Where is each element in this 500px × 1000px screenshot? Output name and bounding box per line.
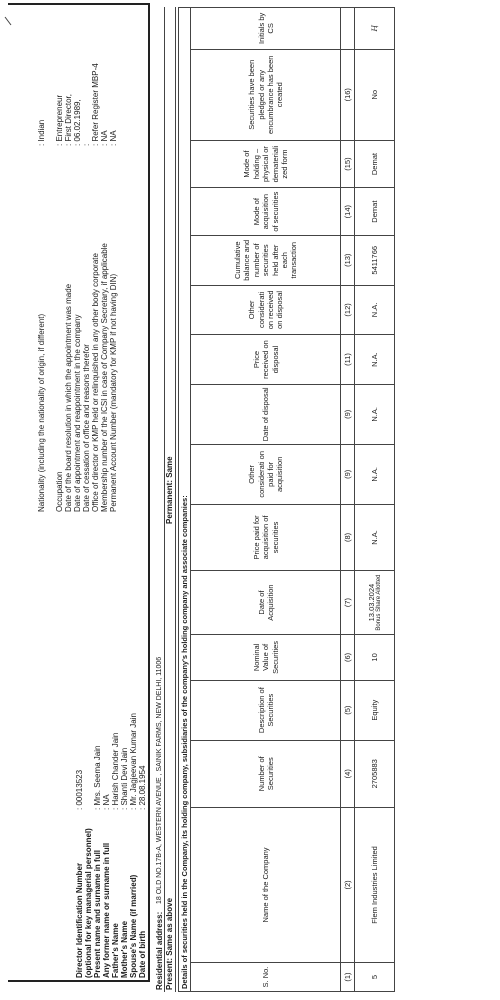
field-label: (optional for key managerial personnel) (84, 828, 93, 978)
field-value: : Mr. Jagjeevan Kumar Jain (129, 713, 138, 810)
cell-nominal: 10 (355, 635, 395, 681)
column-number: (8) (341, 504, 355, 570)
field-label: Present name and surname in full (93, 849, 102, 978)
column-number: (15) (341, 140, 355, 188)
field-value: : Mrs. Seema Jain (93, 745, 102, 810)
field-value: : NA (109, 130, 118, 146)
cell-number: 2705883 (355, 740, 395, 807)
table-row (355, 8, 395, 992)
divider (175, 7, 176, 992)
field-value: : Harish Chander Jain (111, 732, 120, 810)
column-number: (13) (341, 235, 355, 285)
cell-company: Flem Industries Limited (355, 807, 395, 962)
field-value: : (82, 143, 91, 146)
field-label: Membership number of the ICSI in case of Company Secretary, if applicable (100, 243, 109, 512)
field-label: Father's Name (111, 923, 120, 978)
column-number: (5) (341, 680, 355, 740)
field-label: Spouse's Name (if married) (129, 874, 138, 978)
divider (164, 7, 165, 992)
details-heading: Details of securities held in the Company, its holding company, subsidiaries of the company's holding company and associate companies: (179, 8, 191, 992)
column-number: (16) (341, 49, 355, 140)
field-label: Director Identification Number (75, 862, 84, 978)
column-number: (7) (341, 571, 355, 635)
column-header: S. No. (191, 963, 341, 992)
cell-date-disposal: N.A. (355, 384, 395, 444)
cs-initials-signature: Ⱨ (355, 8, 395, 50)
column-number: (6) (341, 635, 355, 681)
column-header: Nominal Value of Securities (191, 635, 341, 681)
column-number: (14) (341, 188, 355, 236)
permanent-address: Permanent: Same (165, 456, 174, 524)
column-header: Date of disposal (191, 384, 341, 444)
column-header: Cumulative balance and number of securities held after each transaction (191, 235, 341, 285)
column-header: Mode of acquisition of securities (191, 188, 341, 236)
field-label: Mother's Name (120, 920, 129, 978)
field-label: Date of birth (138, 930, 147, 978)
cell-other-paid: N.A. (355, 444, 395, 504)
field-value: : NA (102, 794, 111, 810)
table-header-row (191, 8, 341, 992)
field-value: : 00013523 (75, 769, 84, 810)
cell-cumulative: 5411766 (355, 235, 395, 285)
cell-description: Equity (355, 680, 395, 740)
column-number: (2) (341, 807, 355, 962)
column-header: Price received on disposal (191, 335, 341, 385)
field-value: : Entrepreneur (55, 94, 64, 146)
field-label: Any former name or surname in full (102, 842, 111, 978)
cell-price-paid: N.A. (355, 504, 395, 570)
field-value: : NA (100, 130, 109, 146)
cell-price-received: N.A. (355, 335, 395, 385)
column-header: Initials by CS (191, 8, 341, 50)
cell-mode-holding: Demat (355, 140, 395, 188)
field-label: Nationality (including the nationality of origin, if different) (37, 313, 46, 512)
column-header: Mode of holding – physical or demateriali zed form (191, 140, 341, 188)
column-header: Price paid for acquisition of securities (191, 504, 341, 570)
field-label: Occupation (55, 471, 64, 512)
date-acquisition-note: Bonus Share Allotted (376, 574, 383, 631)
column-number: (11) (341, 335, 355, 385)
residential-label: Residential address: (155, 911, 164, 990)
field-value: : 06.02.1989, (73, 99, 82, 146)
cell-pledged: No (355, 49, 395, 140)
field-value: : Indian (37, 119, 46, 146)
field-label: Date of cessation of office and reasons therefor (82, 344, 91, 512)
column-number: (12) (341, 285, 355, 335)
field-value: : Refer Register MBP-4 (91, 63, 100, 146)
column-number (341, 8, 355, 50)
column-number: (4) (341, 740, 355, 807)
field-value: : First Director, (64, 93, 73, 146)
residential-value: 18 OLD NO.17B-A, WESTERN AVENUE , SAINIK FARMS, NEW DELHI, 11006 (156, 656, 163, 904)
column-number: (9) (341, 384, 355, 444)
column-header: Securities have been pledged or any encumbrance has been created (191, 49, 341, 140)
field-label: Office of director or KMP held or relinquished in any other body corporate (91, 253, 100, 512)
column-number: (1) (341, 963, 355, 992)
cell-date-acquisition (355, 571, 395, 635)
securities-table (178, 7, 395, 992)
cell-sno: 5 (355, 963, 395, 992)
field-label: Permanent Account Number (mandatory for KMP if not having DIN) (109, 273, 118, 512)
director-details-frame (8, 3, 150, 982)
date-acquisition-value: 13.03.2024 (366, 583, 376, 622)
column-header: Name of the Company (191, 807, 341, 962)
cell-other-received: N.A. (355, 285, 395, 335)
present-address: Present: Same as above (165, 897, 174, 990)
column-header: Description of Securities (191, 680, 341, 740)
column-header: Other considerati on received on disposal (191, 285, 341, 335)
table-number-row (341, 8, 355, 992)
cell-mode-acquisition: Demat (355, 188, 395, 236)
column-header: Number of Securities (191, 740, 341, 807)
field-label: Date of appointment and reappointment in the company (73, 314, 82, 512)
field-label: Date of the board resolution in which the appointment was made (64, 283, 73, 512)
column-number: (9) (341, 444, 355, 504)
column-header: Date of Acquisition (191, 571, 341, 635)
field-value: : Shanti Devi Jain (120, 747, 129, 810)
column-header: Other considerati on paid for acquisition (191, 444, 341, 504)
field-value: : 28.08.1954 (138, 765, 147, 810)
